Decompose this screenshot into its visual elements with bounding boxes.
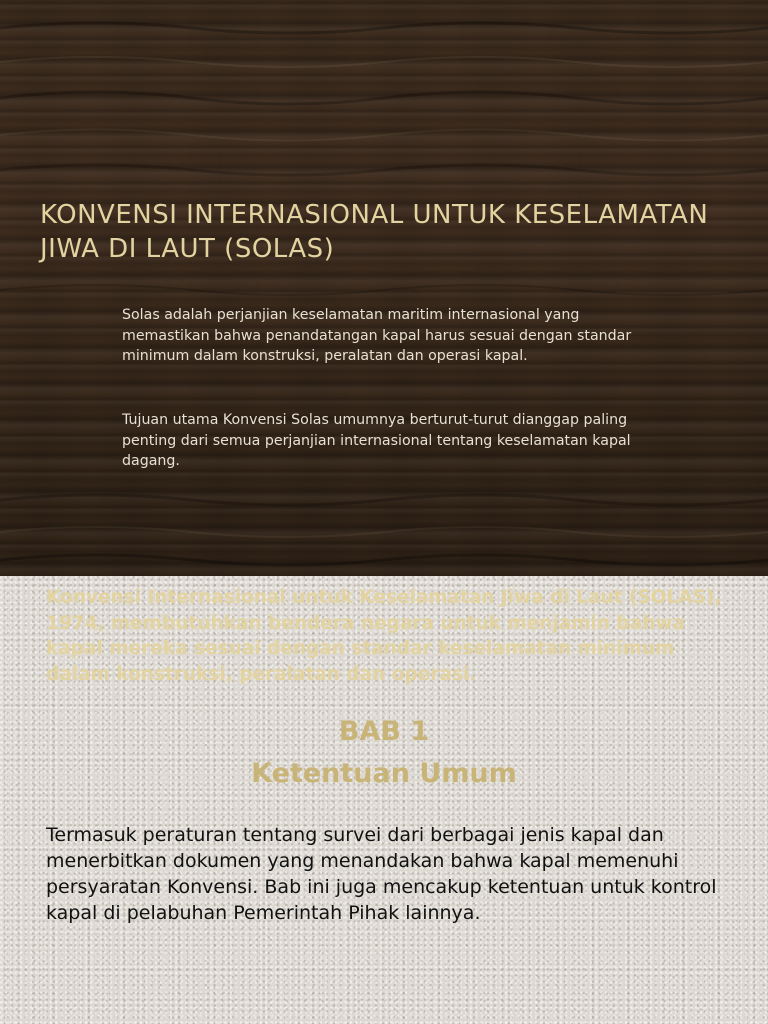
chapter-title: Ketentuan Umum xyxy=(251,758,517,789)
solas-intro-overlay-text: Konvensi Internasional untuk Keselamatan Jiwa di Laut (SOLAS), 1974, membutuhkan bendera negara untuk menjamin bahwa kapal mereka sesuai dengan standar keselamatan minimum dalam konstruksi, peralatan dan operasi. xyxy=(46,587,722,685)
chapter-body-text: Termasuk peraturan tentang survei dari berbagai jenis kapal dan menerbitkan dokumen yang menandakan bahwa kapal memenuhi persyaratan Konvensi. Bab ini juga mencakup ketentuan untuk kontrol kapal di pelabuhan Pemerintah Pihak lainnya. xyxy=(46,824,717,924)
slide-title: KONVENSI INTERNASIONAL UNTUK KESELAMATAN JIWA DI LAUT (SOLAS) xyxy=(40,200,709,264)
slide-bottom-paper xyxy=(0,576,768,1024)
chapter-number: BAB 1 xyxy=(338,716,430,747)
solas-definition-paragraph: Solas adalah perjanjian keselamatan maritim internasional yang memastikan bahwa penandatangan kapal harus sesuai dengan standar minimum dalam konstruksi, peralatan dan operasi kapal. xyxy=(122,307,632,364)
solas-purpose-paragraph: Tujuan utama Konvensi Solas umumnya berturut-turut dianggap paling penting dari semua perjanjian internasional tentang keselamatan kapal dagang. xyxy=(122,412,631,469)
